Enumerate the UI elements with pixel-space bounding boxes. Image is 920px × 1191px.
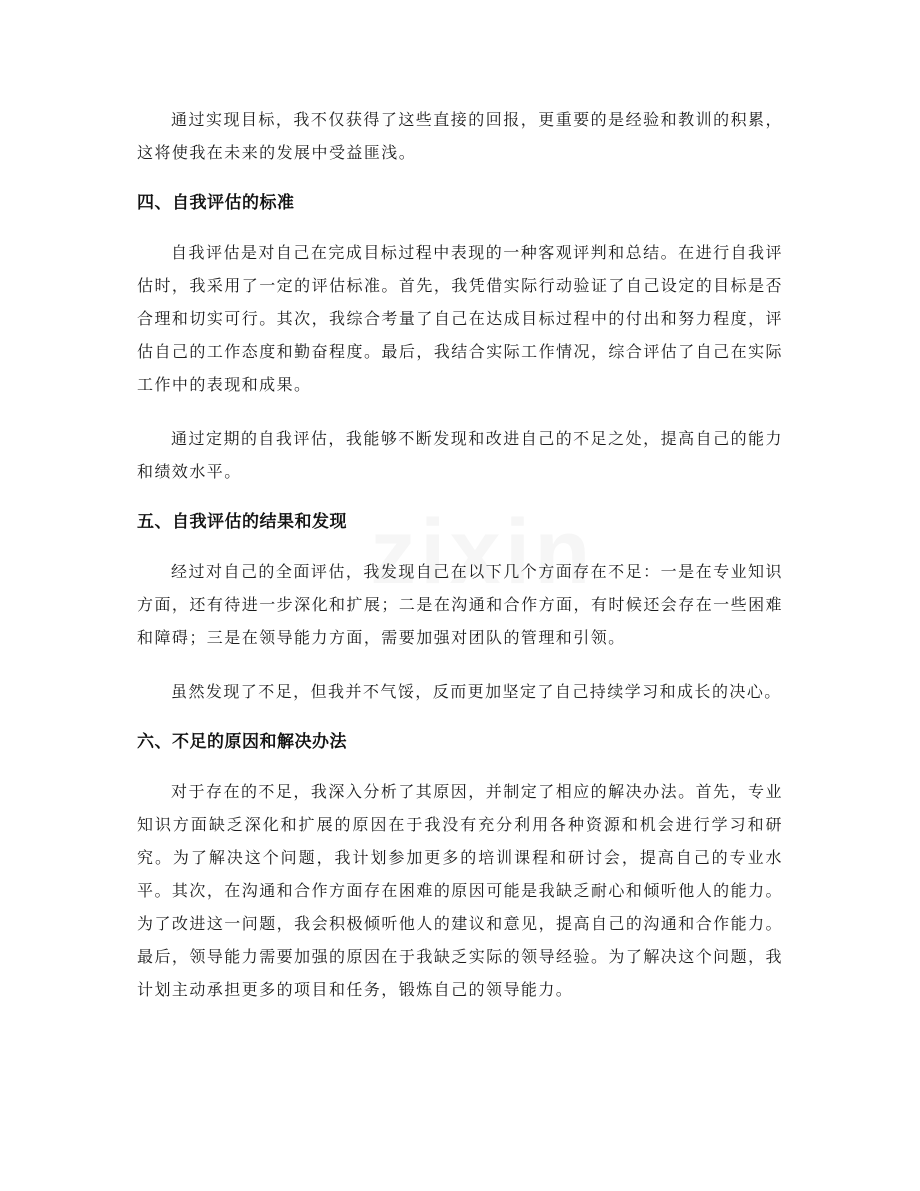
paragraph: 通过实现目标，我不仅获得了这些直接的回报，更重要的是经验和教训的积累，这将使我在未来的发展中受益匪浅。	[137, 110, 783, 162]
paragraph: 经过对自己的全面评估，我发现自己在以下几个方面存在不足：一是在专业知识方面，还有待进一步深化和扩展；二是在沟通和合作方面，有时候还会存在一些困难和障碍；三是在领导能力方面，需要加强对团队的管理和引领。	[137, 562, 783, 647]
paragraph: 对于存在的不足，我深入分析了其原因，并制定了相应的解决办法。首先，专业知识方面缺乏深化和扩展的原因在于我没有充分利用各种资源和机会进行学习和研究。为了解决这个问题，我计划参加更多的培训课程和研讨会，提高自己的专业水平。其次，在沟通和合作方面存在困难的原因可能是我缺乏耐心和倾听他人的能力。为了改进这一问题，我会积极倾听他人的建议和意见，提高自己的沟通和合作能力。最后，领导能力需要加强的原因在于我缺乏实际的领导经验。为了解决这个问题，我计划主动承担更多的项目和任务，锻炼自己的领导能力。	[137, 782, 783, 999]
paragraph: 通过定期的自我评估，我能够不断发现和改进自己的不足之处，提高自己的能力和绩效水平。	[137, 429, 783, 481]
section-heading: 五、自我评估的结果和发现	[137, 512, 347, 532]
paragraph: 虽然发现了不足，但我并不气馁，反而更加坚定了自己持续学习和成长的决心。	[171, 682, 782, 701]
section-heading: 四、自我评估的标准	[137, 193, 295, 213]
paragraph: 自我评估是对自己在完成目标过程中表现的一种客观评判和总结。在进行自我评估时，我采用了一定的评估标准。首先，我凭借实际行动验证了自己设定的目标是否合理和切实可行。其次，我综合考量了自己在达成目标过程中的付出和努力程度，评估自己的工作态度和勤奋程度。最后，我结合实际工作情况，综合评估了自己在实际工作中的表现和成果。	[137, 243, 783, 394]
document-body	[137, 103, 783, 1027]
section-heading: 六、不足的原因和解决办法	[137, 732, 347, 752]
